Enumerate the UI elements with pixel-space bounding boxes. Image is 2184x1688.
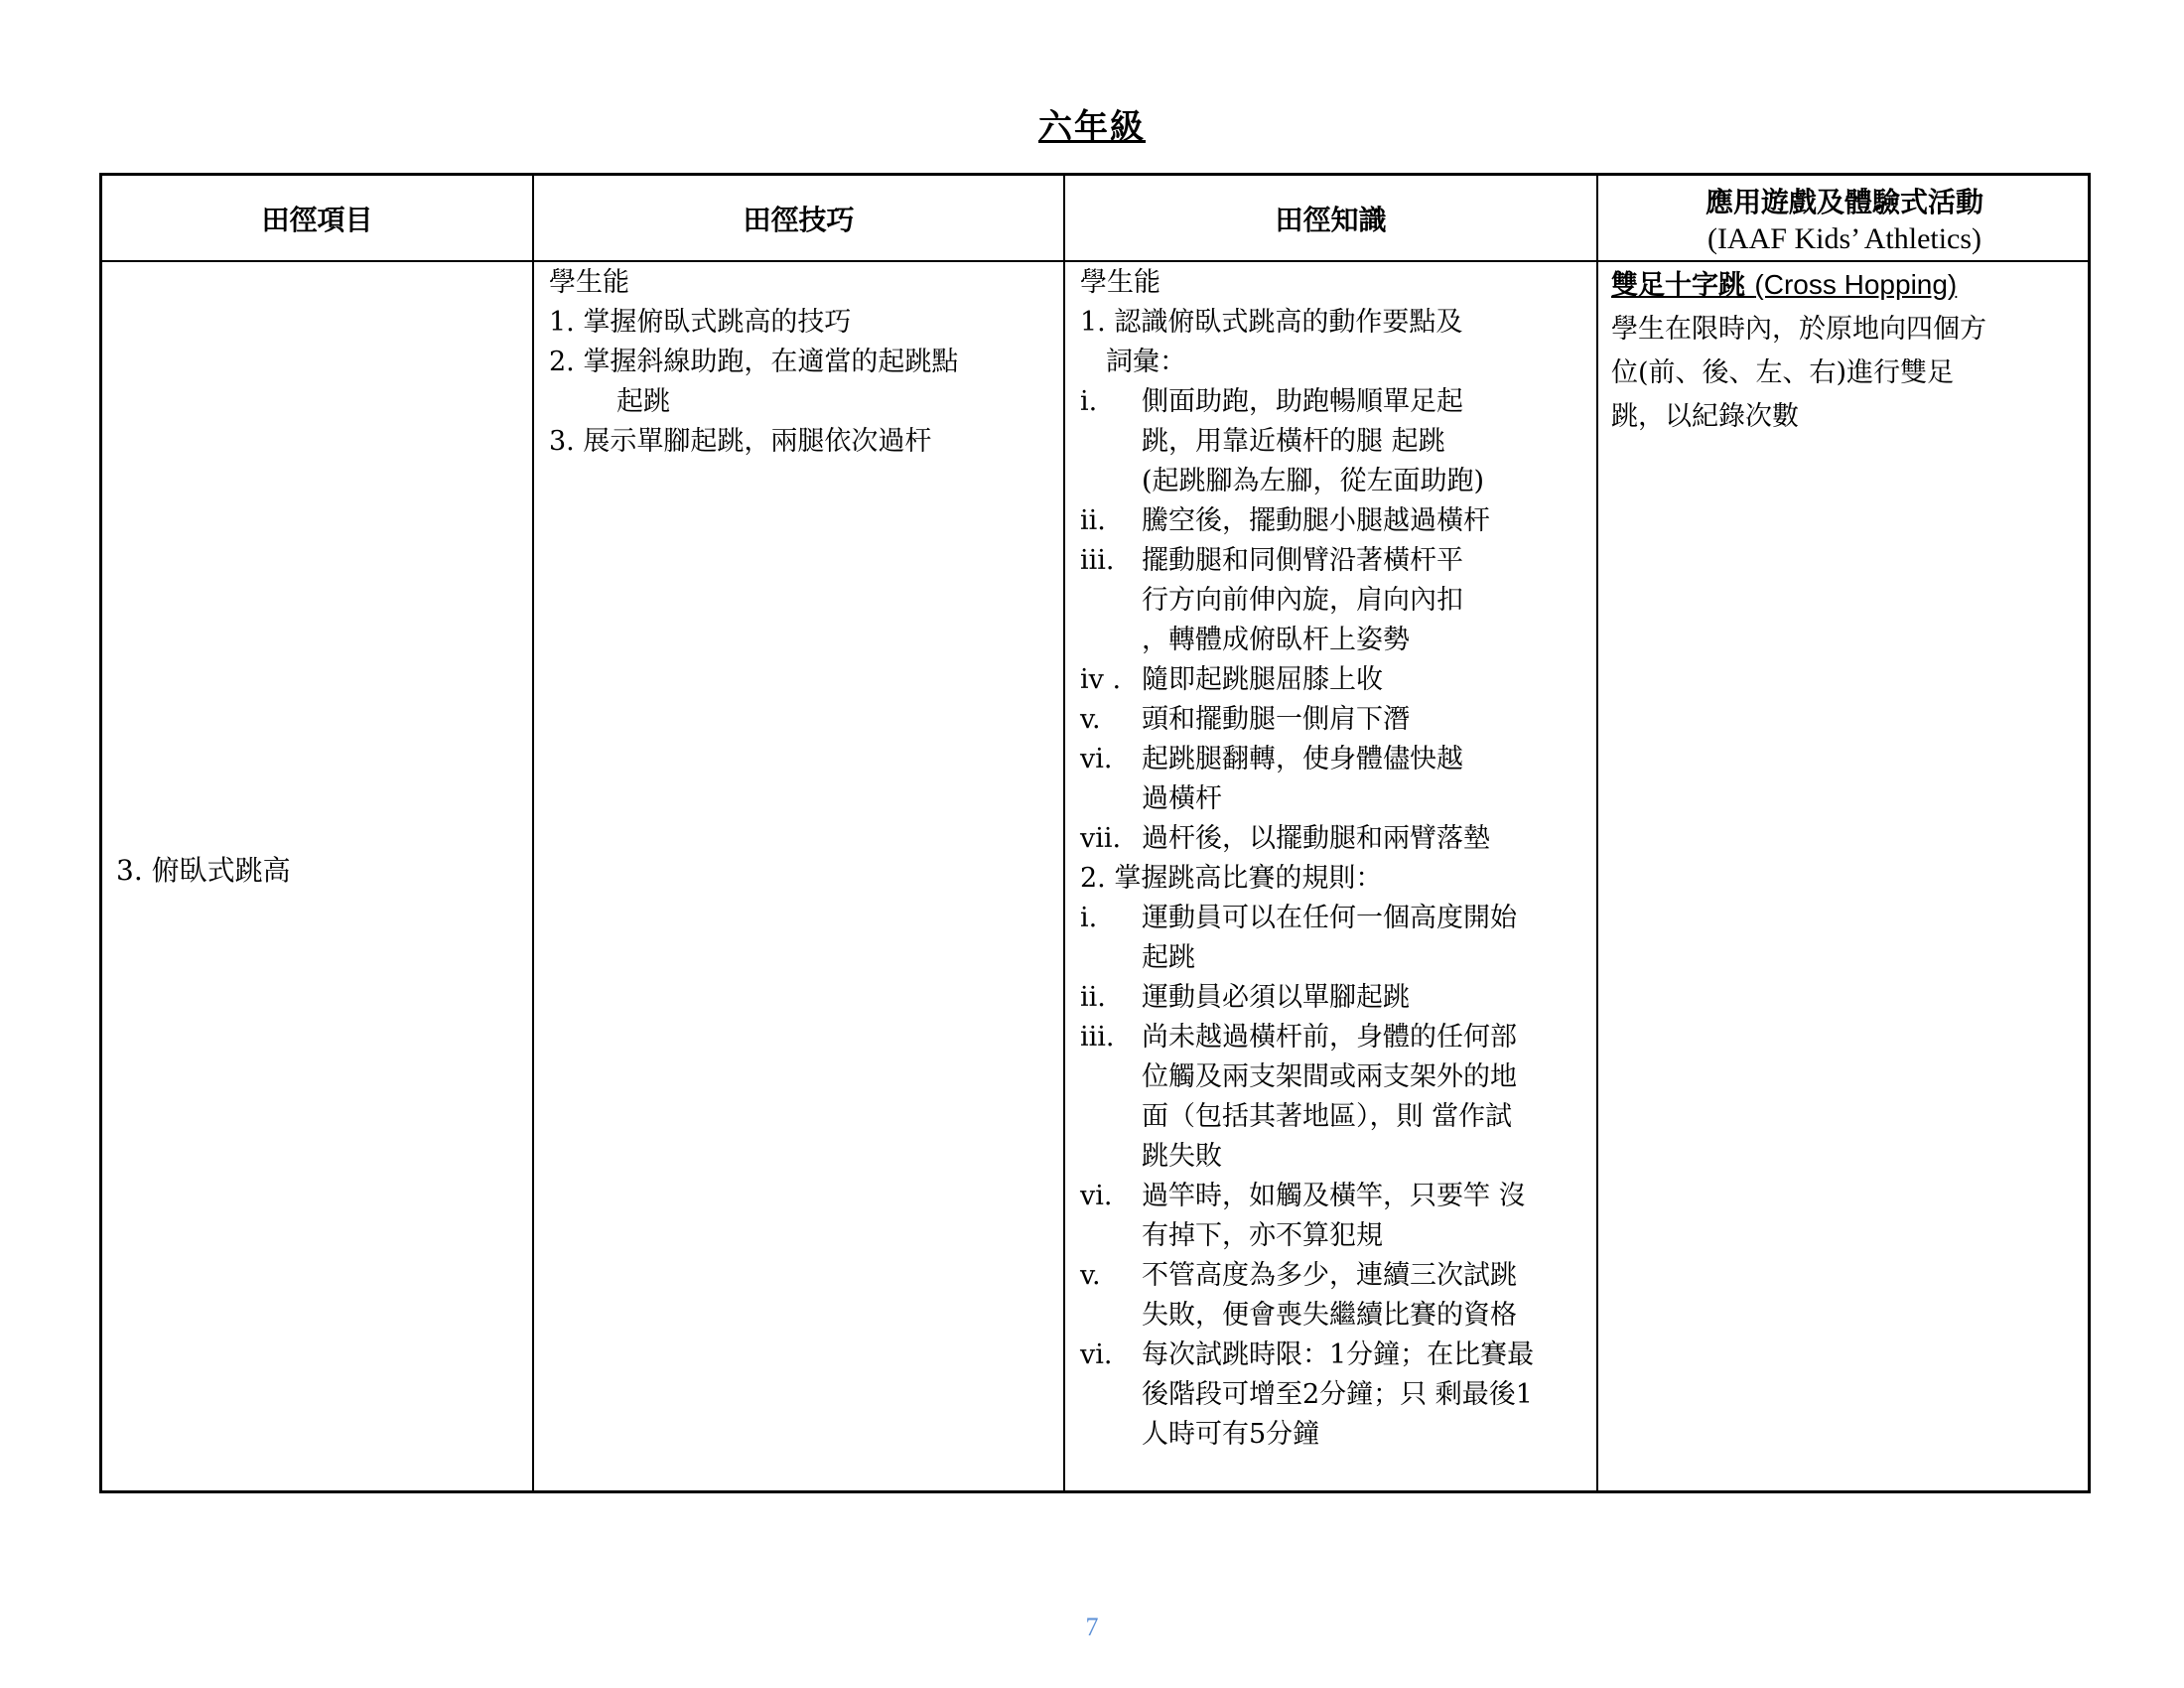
knowledge-list-line — [1080, 422, 1591, 462]
knowledge-point-2: 2. 掌握跳高比賽的規則： — [1080, 863, 1383, 894]
list-text: 人時可有5分鐘 — [1142, 1419, 1320, 1450]
knowledge-list-line — [1080, 382, 1591, 422]
header-activity-title: 應用遊戲及體驗式活動 — [1705, 185, 1983, 218]
skill-line: 起跳 — [616, 386, 670, 417]
knowledge-list-line — [1080, 1097, 1591, 1137]
list-text: 每次試跳時限：1分鐘；在比賽最 — [1142, 1339, 1535, 1370]
knowledge-list-line — [1080, 660, 1591, 700]
list-text: 不管高度為多少，連續三次試跳 — [1142, 1260, 1517, 1291]
curriculum-table — [99, 173, 2091, 1493]
activity-title-en: (Cross Hopping) — [1754, 269, 1958, 300]
column-divider — [532, 176, 534, 1490]
knowledge-point-1: 1. 認識俯臥式跳高的動作要點及 — [1080, 307, 1463, 338]
skill-line: 1. 掌握俯臥式跳高的技巧 — [549, 307, 852, 338]
list-text: 過竿時，如觸及橫竿，只要竿 沒 — [1142, 1181, 1526, 1211]
list-text: (起跳腳為左腳，從左面助跑) — [1142, 466, 1485, 496]
knowledge-list-line — [1080, 1375, 1591, 1415]
skills-intro: 學生能 — [549, 267, 629, 298]
knowledge-list-line — [1080, 1177, 1591, 1216]
list-text: 跳，用靠近橫杆的腿 起跳 — [1142, 426, 1445, 457]
knowledge-cell — [1080, 263, 1591, 1455]
list-text: 有掉下，亦不算犯規 — [1142, 1220, 1383, 1251]
header-skills: 田徑技巧 — [743, 203, 855, 236]
list-numeral: i. — [1080, 903, 1098, 933]
header-activity-subtitle: (IAAF Kids’ Athletics) — [1706, 221, 1982, 255]
list-text: 側面助跑，助跑暢順單足起 — [1142, 386, 1463, 417]
list-numeral: iii. — [1080, 545, 1115, 576]
knowledge-list-line — [1080, 1296, 1591, 1336]
activity-title — [1611, 263, 2088, 308]
knowledge-list-line — [1080, 541, 1591, 581]
list-numeral: vi. — [1080, 744, 1113, 774]
knowledge-list-1 — [1080, 382, 1591, 859]
knowledge-list-line — [1080, 1057, 1591, 1097]
list-numeral: iv . — [1080, 664, 1122, 695]
header-activity — [1598, 176, 2091, 260]
knowledge-list-line — [1080, 462, 1591, 501]
list-numeral: vi. — [1080, 1339, 1113, 1370]
list-text: 騰空後，擺動腿小腿越過橫杆 — [1142, 505, 1490, 536]
activity-line: 跳，以紀錄次數 — [1611, 401, 1799, 432]
list-text: 運動員必須以單腳起跳 — [1142, 982, 1410, 1013]
list-text: 位觸及兩支架間或兩支架外的地 — [1142, 1061, 1517, 1092]
list-text: 過杆後，以擺動腿和兩臂落墊 — [1142, 823, 1490, 854]
list-numeral: ii. — [1080, 982, 1106, 1013]
list-numeral: vii. — [1080, 823, 1122, 854]
knowledge-list-line — [1080, 1415, 1591, 1455]
list-text: 擺動腿和同側臂沿著橫杆平 — [1142, 545, 1463, 576]
knowledge-list-line — [1080, 581, 1591, 621]
knowledge-list-line — [1080, 740, 1591, 779]
skills-cell — [549, 263, 1055, 462]
knowledge-list-line — [1080, 1216, 1591, 1256]
list-text: 尚未越過橫杆前，身體的任何部 — [1142, 1022, 1517, 1053]
column-divider — [1596, 176, 1598, 1490]
activity-line: 位(前、後、左、右)進行雙足 — [1611, 357, 1955, 388]
list-numeral: iii. — [1080, 1022, 1115, 1053]
knowledge-intro: 學生能 — [1080, 267, 1160, 298]
knowledge-list-line — [1080, 899, 1591, 938]
list-numeral: v. — [1080, 704, 1101, 735]
list-text: 行方向前伸內旋，肩向內扣 — [1142, 585, 1463, 616]
column-divider — [1063, 176, 1065, 1490]
list-text: 起跳腿翻轉，使身體儘快越 — [1142, 744, 1463, 774]
list-numeral: vi. — [1080, 1181, 1113, 1211]
header-item: 田徑項目 — [261, 203, 373, 236]
header-knowledge: 田徑知識 — [1275, 203, 1387, 236]
knowledge-list-2 — [1080, 899, 1591, 1455]
header-divider — [102, 260, 2088, 262]
knowledge-list-line — [1080, 700, 1591, 740]
skill-line: 2. 掌握斜線助跑，在適當的起跳點 — [549, 347, 959, 377]
knowledge-list-line — [1080, 978, 1591, 1018]
list-text: 過橫杆 — [1142, 783, 1222, 814]
list-text: ，轉體成俯臥杆上姿勢 — [1142, 625, 1410, 655]
list-text: 頭和擺動腿一側肩下潛 — [1142, 704, 1410, 735]
knowledge-list-line — [1080, 621, 1591, 660]
knowledge-list-line — [1080, 819, 1591, 859]
knowledge-list-line — [1080, 938, 1591, 978]
knowledge-list-line — [1080, 1018, 1591, 1057]
knowledge-list-line — [1080, 1256, 1591, 1296]
list-text: 運動員可以在任何一個高度開始 — [1142, 903, 1517, 933]
list-text: 起跳 — [1142, 942, 1195, 973]
athletics-item: 3. 俯臥式跳高 — [116, 854, 291, 887]
knowledge-point-1-cont: 詞彙： — [1106, 347, 1186, 377]
list-numeral: i. — [1080, 386, 1098, 417]
list-text: 面（包括其著地區），則 當作試 — [1142, 1101, 1513, 1132]
activity-line: 學生在限時內，於原地向四個方 — [1611, 314, 1986, 345]
list-text: 隨即起跳腿屈膝上收 — [1142, 664, 1383, 695]
list-numeral: ii. — [1080, 505, 1106, 536]
knowledge-list-line — [1080, 1336, 1591, 1375]
knowledge-list-line — [1080, 501, 1591, 541]
skill-line: 3. 展示單腳起跳，兩腿依次過杆 — [549, 426, 932, 457]
list-numeral: v. — [1080, 1260, 1101, 1291]
list-text: 失敗，便會喪失繼續比賽的資格 — [1142, 1300, 1517, 1331]
activity-cell — [1611, 263, 2088, 439]
page-title: 六年級 — [1038, 107, 1146, 147]
list-text: 跳失敗 — [1142, 1141, 1222, 1172]
page-number: 7 — [1085, 1613, 1099, 1641]
activity-title-zh: 雙足十字跳 — [1611, 270, 1745, 301]
list-text: 後階段可增至2分鐘；只 剩最後1 — [1142, 1379, 1533, 1410]
knowledge-list-line — [1080, 779, 1591, 819]
knowledge-list-line — [1080, 1137, 1591, 1177]
